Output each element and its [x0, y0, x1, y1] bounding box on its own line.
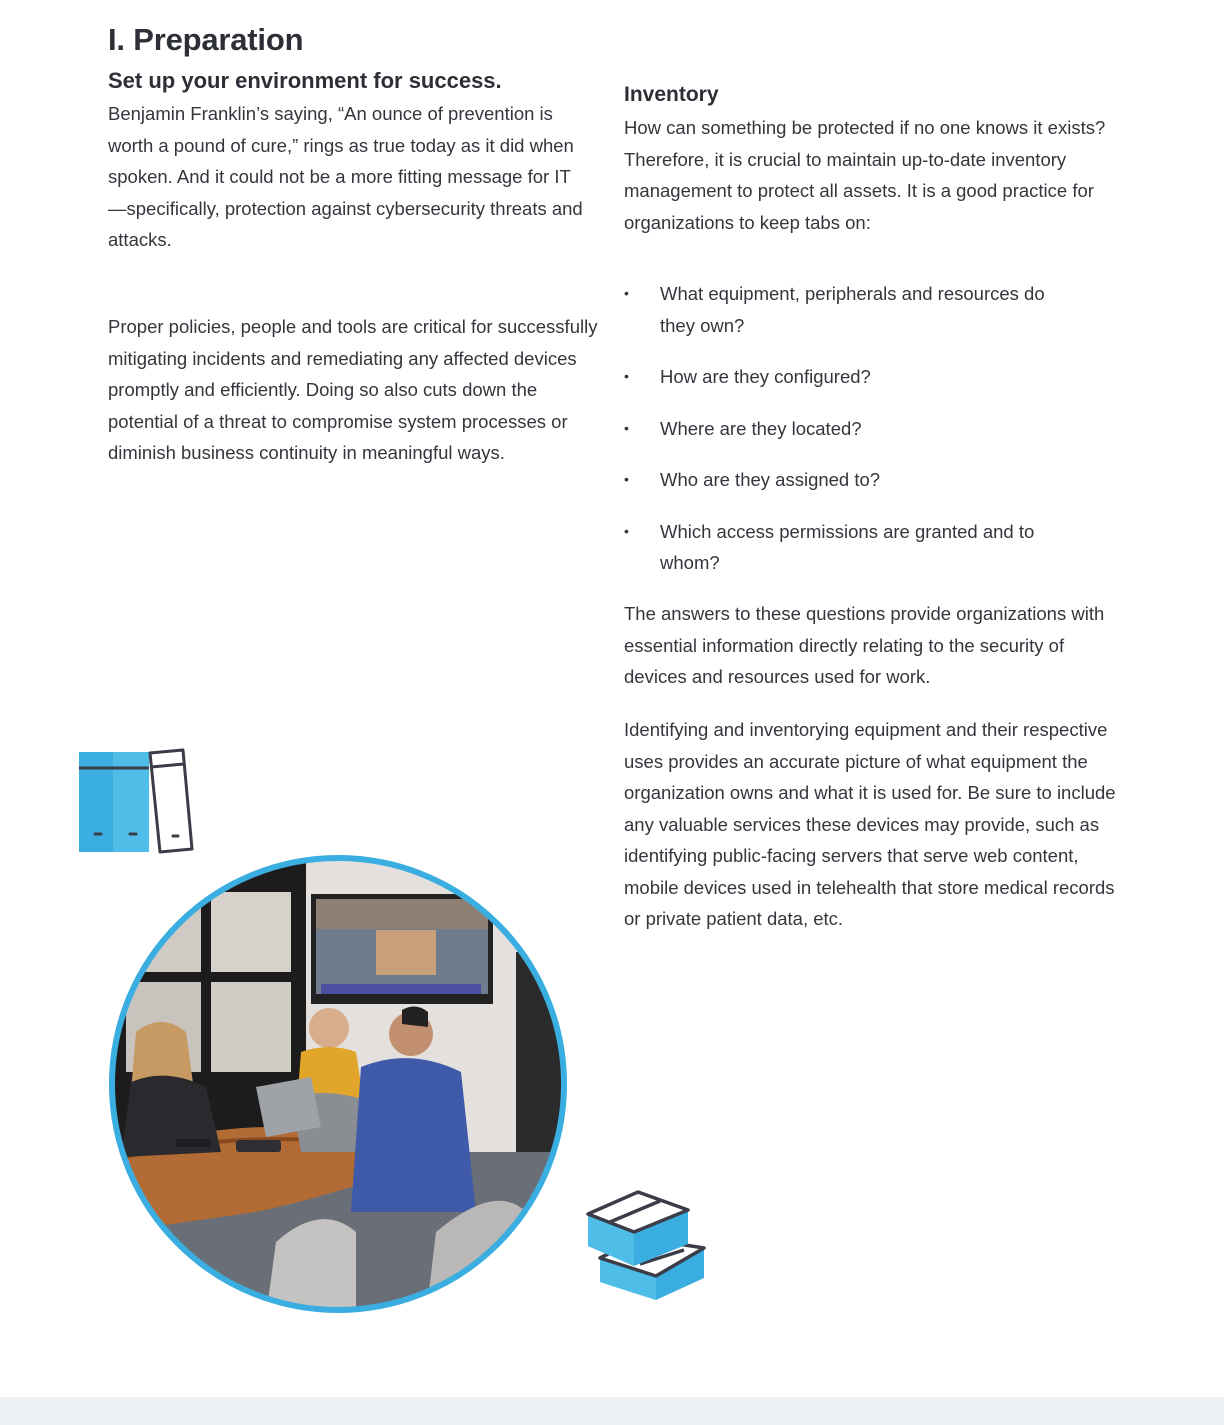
section-title: I. Preparation	[108, 22, 304, 57]
list-item-text: Which access permissions are granted and to whom?	[660, 520, 1035, 573]
answers-paragraph: The answers to these questions provide organizations with essential information directly relating to the security of devices and resources used for work.	[624, 603, 1105, 687]
inventory-question-list	[624, 278, 1094, 599]
binders-icon	[78, 748, 200, 863]
inventory-heading: Inventory	[624, 83, 719, 106]
stacked-boxes-icon	[584, 1188, 708, 1309]
list-item	[624, 516, 1094, 579]
policies-paragraph: Proper policies, people and tools are critical for successfully mitigating incidents and remediating any affected devices promptly and efficiently. Doing so also cuts down the potential of a threat to compromise system processes or diminish business continuity in meaningful ways.	[108, 316, 598, 463]
bullet-glyph: •	[624, 471, 629, 487]
bullet-glyph: •	[624, 419, 629, 436]
list-item-text: Who are they assigned to?	[660, 469, 881, 490]
intro-paragraph: Benjamin Franklin’s saying, “An ounce of prevention is worth a pound of cure,” rings as true today as it did when spoken. And it could not be a more fitting message for IT—specifically, protection against cybersecurity threats and attacks.	[108, 103, 583, 250]
list-item-text: How are they configured?	[660, 366, 871, 387]
bullet-glyph: •	[624, 285, 629, 301]
list-item	[624, 278, 1094, 341]
identifying-paragraph: Identifying and inventorying equipment and their respective uses provides an accurate picture of what equipment the organization owns and what it is used for. Be sure to include any valuable services these devices may provide, such as identifying public-facing servers that serve web content, mobile devices used in telehealth that store medical records or private patient data, etc.	[624, 719, 1116, 929]
list-item	[624, 413, 1094, 445]
team-meeting-photo	[106, 852, 570, 1321]
list-item	[624, 464, 1094, 496]
list-item-text: What equipment, peripherals and resources do they own?	[660, 283, 1045, 336]
footer-band	[0, 1397, 1224, 1425]
bullet-glyph: •	[624, 368, 629, 384]
bullet-glyph: •	[624, 522, 629, 539]
list-item-text: Where are they located?	[660, 417, 862, 439]
list-item	[624, 361, 1094, 393]
section-subtitle: Set up your environment for success.	[108, 68, 502, 93]
inventory-intro-paragraph: How can something be protected if no one knows it exists? Therefore, it is crucial to maintain up-to-date inventory management to protect all assets. It is a good practice for organizations to keep tabs on:	[624, 117, 1106, 233]
